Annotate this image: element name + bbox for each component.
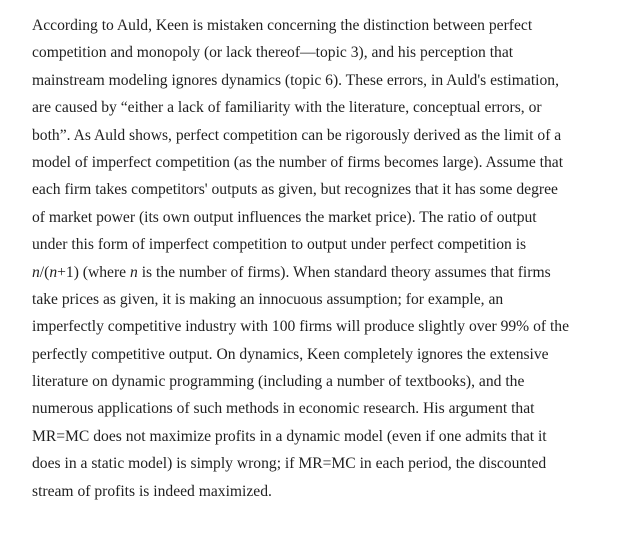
text-line-1: According to Auld, Keen is mistaken concerning the distinction between perfect bbox=[32, 17, 533, 34]
text-line-13: perfectly competitive output. On dynamics, Keen completely ignores the extensive bbox=[32, 345, 549, 363]
text-line-9: under this form of imperfect competition to output under perfect competition is bbox=[32, 236, 527, 254]
text-line-5: both”. As Auld shows, perfect competition can be rigorously derived as the limit of a bbox=[32, 126, 562, 144]
line-10-rest: is the number of firms). When standard theory assumes that firms bbox=[137, 263, 551, 281]
text-line-8: of market power (its own output influences the market price). The ratio of output bbox=[32, 208, 537, 226]
body-paragraph bbox=[32, 12, 628, 505]
formula-n-denominator: n bbox=[49, 263, 58, 281]
formula-rest: +1) (where bbox=[57, 263, 130, 281]
text-line-10 bbox=[32, 259, 628, 286]
variable-n: n bbox=[130, 263, 138, 281]
text-line-2: competition and monopoly (or lack thereof—topic 3), and his perception that bbox=[32, 44, 514, 62]
text-line-14: literature on dynamic programming (including a number of textbooks), and the bbox=[32, 373, 525, 391]
text-line-16: MR=MC does not maximize profits in a dynamic model (even if one admits that it bbox=[32, 427, 547, 445]
formula-slash: /( bbox=[39, 263, 50, 281]
formula-n-numerator: n bbox=[32, 263, 40, 281]
text-line-11: take prices as given, it is making an innocuous assumption; for example, an bbox=[32, 290, 504, 308]
text-line-4: are caused by “either a lack of familiarity with the literature, conceptual errors, or bbox=[32, 99, 542, 117]
text-line-17: does in a static model) is simply wrong; if MR=MC in each period, the discounted bbox=[32, 455, 547, 473]
text-line-3: mainstream modeling ignores dynamics (topic 6). These errors, in Auld's estimation, bbox=[32, 71, 559, 89]
text-line-6: model of imperfect competition (as the number of firms becomes large). Assume that bbox=[32, 153, 564, 171]
text-line-18: stream of profits is indeed maximized. bbox=[32, 482, 272, 500]
text-line-7: each firm takes competitors' outputs as given, but recognizes that it has some degree bbox=[32, 181, 558, 199]
text-line-12: imperfectly competitive industry with 100 firms will produce slightly over 99% of the bbox=[32, 318, 570, 336]
text-line-15: numerous applications of such methods in economic research. His argument that bbox=[32, 400, 535, 418]
